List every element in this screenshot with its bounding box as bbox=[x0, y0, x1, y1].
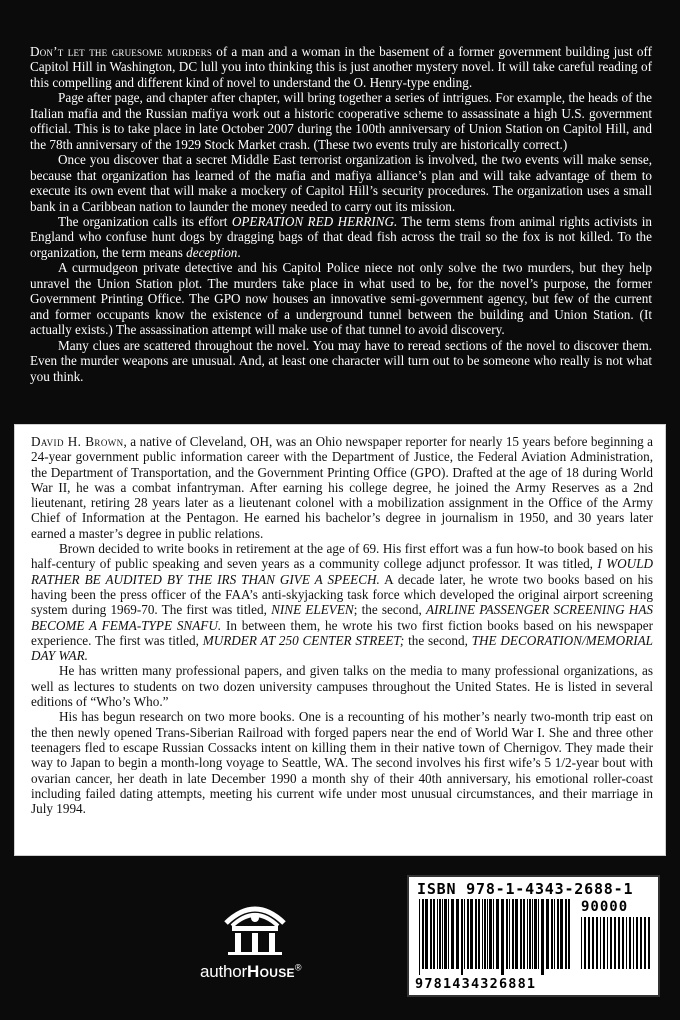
publisher-name-part: House bbox=[247, 962, 295, 981]
publisher-name bbox=[200, 962, 301, 982]
barcode-bar bbox=[532, 899, 533, 969]
barcode-bar bbox=[442, 899, 443, 969]
bio-text: A decade later, he wrote two books based on his having been the press officer of the FAA’s anti-skyjacking task force which developed the original airport screening system during 1969-70. The first was titled, bbox=[31, 571, 653, 618]
publisher-logo bbox=[200, 893, 330, 993]
book-title: NINE ELEVEN bbox=[271, 602, 354, 618]
barcode-bar bbox=[538, 899, 539, 969]
barcode-bar bbox=[422, 899, 424, 969]
barcode-bar bbox=[626, 917, 627, 969]
barcode-bar bbox=[461, 899, 463, 975]
barcode-bar bbox=[433, 899, 435, 969]
barcode-bar bbox=[444, 899, 447, 969]
barcode-bar bbox=[419, 899, 420, 975]
book-title: THE DECORATION/MEMORIAL DAY WAR. bbox=[31, 632, 653, 664]
bio-text: In between them, he wrote his two first fiction books based on his newspaper experience. The first was titled, bbox=[31, 617, 653, 648]
barcode-bar bbox=[456, 899, 459, 969]
bio-paragraph: His has begun research on two more books. One is a recounting of his mother’s nearly two-month trip east on the then newly opened Trans-Siberian Railroad with forged papers near the end of World War I. She and three other teenagers fled to escape Russian Cossacks intent on killing them in their native town of Chernigov. They made their way to Japan to begin a month-long voyage to Seattle, WA. The second involves his first wife’s 5 1/2-year bout with ovarian cancer, her death in late December 1990 a month shy of their 40th anniversary, his emotional roller-coast including failed dating attempts, meeting his current wife under most unusual circumstances, and their marriage in July 1994. bbox=[31, 709, 653, 817]
barcode-bar bbox=[509, 899, 510, 969]
book-title: AIRLINE PASSENGER SCREENING HAS BECOME A FEMA-TYPE SNAFU. bbox=[31, 602, 653, 633]
barcode-bar bbox=[439, 899, 441, 969]
barcode-bar bbox=[554, 899, 555, 969]
bio-text: the second, bbox=[404, 632, 472, 648]
barcode-bar bbox=[448, 899, 449, 969]
addon-barcode-bars bbox=[579, 917, 653, 975]
barcode-bar bbox=[515, 899, 518, 969]
barcode-bar bbox=[603, 917, 605, 969]
ean-barcode-bars bbox=[417, 899, 573, 975]
blurb-paragraph: Many clues are scattered throughout the novel. You may have to reread sections of the novel to discover them. Even the murder weapons are unusual. And, at least one character will turn out to be someone who really is not what you think. bbox=[30, 337, 652, 384]
barcode-bar bbox=[430, 899, 432, 969]
barcode-bar bbox=[484, 899, 486, 969]
author-name: David H. Brown bbox=[31, 434, 124, 449]
deception-term: deception bbox=[186, 244, 238, 260]
barcode-bar bbox=[451, 899, 454, 969]
barcode-bar bbox=[437, 899, 438, 969]
barcode-bar bbox=[467, 899, 469, 969]
barcode-bar bbox=[520, 899, 522, 969]
barcode-bar bbox=[592, 917, 594, 969]
barcode-bar bbox=[506, 899, 508, 969]
barcode-bar bbox=[482, 899, 483, 969]
blurb-lead-in: Don’t let the gruesome murders bbox=[30, 44, 213, 59]
blurb-text: of a man and a woman in the basement of a former government building just off Capitol Hill in Washington, DC lull you into thinking this is just another mystery novel. It will take careful reading of this compelling and different kind of novel to understand the O. Henry-type ending. bbox=[30, 44, 652, 90]
barcode-bar bbox=[560, 899, 563, 969]
barcode-bar bbox=[475, 899, 477, 969]
barcode-bar bbox=[487, 899, 488, 969]
barcode-bar bbox=[534, 899, 537, 969]
publisher-name-part: author bbox=[200, 962, 248, 981]
barcode-bar bbox=[618, 917, 620, 969]
barcode-bar bbox=[464, 899, 465, 969]
bio-text: ; the second, bbox=[353, 602, 426, 618]
barcode-bar bbox=[633, 917, 634, 969]
barcode-bar bbox=[581, 917, 582, 969]
barcode-bar bbox=[425, 899, 428, 969]
isbn-number: ISBN 978-1-4343-2688-1 bbox=[417, 880, 634, 898]
barcode-bar bbox=[541, 899, 544, 975]
bio-text: Brown decided to write books in retirement at the age of 69. His first effort was a fun how-to book based on his half-century of public speaking and seven years as a community college adjunct professor. It was titled, bbox=[31, 541, 653, 572]
barcode-bar bbox=[629, 917, 631, 969]
barcode-bar bbox=[568, 899, 570, 969]
isbn-barcode bbox=[407, 875, 660, 997]
barcode-bar bbox=[523, 899, 525, 969]
blurb-text: . bbox=[237, 244, 241, 260]
author-bio-panel bbox=[14, 424, 666, 856]
barcode-bar bbox=[640, 917, 642, 969]
book-blurb bbox=[30, 44, 652, 384]
blurb-paragraph bbox=[30, 44, 652, 90]
ean-digits: 9781434326881 bbox=[415, 976, 537, 992]
author-bio bbox=[31, 434, 653, 816]
barcode-bar bbox=[600, 917, 601, 969]
blurb-paragraph: Page after page, and chapter after chapter, will bring together a series of intrigues. For example, the heads of the Italian mafia and the Russian mafiya work out a historic cooperative scheme to assassinate a high U.S. government official. This is to take place in late October 2007 during the 100th anniversary of Union Station on Capitol Hill, and the 78th anniversary of the 1929 Stock Market crash. (These two events truly are historically correct.) bbox=[30, 90, 652, 152]
operation-name: OPERATION RED HERRING. bbox=[231, 213, 398, 229]
blurb-paragraph: A curmudgeon private detective and his Capitol Police niece not only solve the two murders, but they help unravel the Union Station plot. The murders take place in what used to be, for the novel’s purpose, the former Government Printing Office. The GPO now houses an innovative semi-government agency, but few of the current and former occupants know the existence of a underground tunnel between the building and Union Station. (It actually exists.) The assassination attempt will make use of that tunnel to avoid discovery. bbox=[30, 260, 652, 338]
barcode-bar bbox=[557, 899, 559, 969]
barcode-bar bbox=[478, 899, 480, 969]
blurb-paragraph bbox=[30, 214, 652, 260]
barcode-bar bbox=[551, 899, 553, 969]
house-arch-icon bbox=[218, 893, 292, 955]
barcode-bar bbox=[529, 899, 531, 969]
trademark-symbol: ® bbox=[294, 962, 302, 973]
barcode-bar bbox=[588, 917, 590, 969]
barcode-bar bbox=[489, 899, 492, 969]
bio-paragraph bbox=[31, 541, 653, 663]
book-title: I WOULD RATHER BE AUDITED BY THE IRS THAN GIVE A SPEECH. bbox=[31, 556, 653, 587]
barcode-bar bbox=[501, 899, 504, 975]
barcode-bar bbox=[614, 917, 616, 969]
barcode-bar bbox=[610, 917, 612, 969]
barcode-bar bbox=[636, 917, 638, 969]
barcode-bar bbox=[565, 899, 567, 969]
blurb-paragraph: Once you discover that a secret Middle East terrorist organization is involved, the two events will make sense, because that organization has learned of the mafia and mafiya alliance’s plan and will take advantage of them to execute its own event that will make a mockery of Capitol Hill’s security procedures. The organization uses a small bank in a Caribbean nation to launder the money needed to carry out its mission. bbox=[30, 152, 652, 214]
book-title: MURDER AT 250 CENTER STREET; bbox=[202, 632, 405, 648]
bio-paragraph: He has written many professional papers, and given talks on the media to many professional organizations, as well as lectures to students on two dozen university campuses throughout the United States. He is listed in several editions of “Who’s Who.” bbox=[31, 663, 653, 710]
barcode-bar bbox=[512, 899, 514, 969]
blurb-text: The organization calls its effort bbox=[58, 213, 232, 229]
barcode-bar bbox=[607, 917, 608, 969]
bio-paragraph bbox=[31, 434, 653, 541]
price-code: 90000 bbox=[581, 899, 629, 915]
barcode-bar bbox=[584, 917, 586, 969]
barcode-bar bbox=[546, 899, 549, 969]
barcode-bar bbox=[493, 899, 494, 969]
bio-text: , a native of Cleveland, OH, was an Ohio newspaper reporter for nearly 15 years before beginning a 24-year government public information career with the Department of Justice, the Federal Aviation Administration, the Department of Transportation, and the Government Printing Office (GPO). Drafted at the age of 18 during World War II, he was a combat infantryman. After earning his college degree, he joined the Army Reserves as a 2nd lieutenant, retiring 28 years later as a lieutenant colonel with a mobilization assignment in the Office of the Army Chief of Information at the Pentagon. He earned his bachelor’s degree in journalism in 1950, and 30 years later earned a master’s degree in public relations. bbox=[31, 434, 653, 541]
blurb-text: The term stems from animal rights activists in England who confuse hunt dogs by dragging bags of that dead fish across the trail so the fox is not killed. To the organization, the term means bbox=[30, 213, 652, 260]
barcode-bar bbox=[648, 917, 650, 969]
barcode-bar bbox=[622, 917, 624, 969]
barcode-bar bbox=[527, 899, 528, 969]
barcode-bar bbox=[644, 917, 646, 969]
barcode-bar bbox=[596, 917, 598, 969]
barcode-bar bbox=[496, 899, 499, 969]
barcode-bar bbox=[470, 899, 473, 969]
